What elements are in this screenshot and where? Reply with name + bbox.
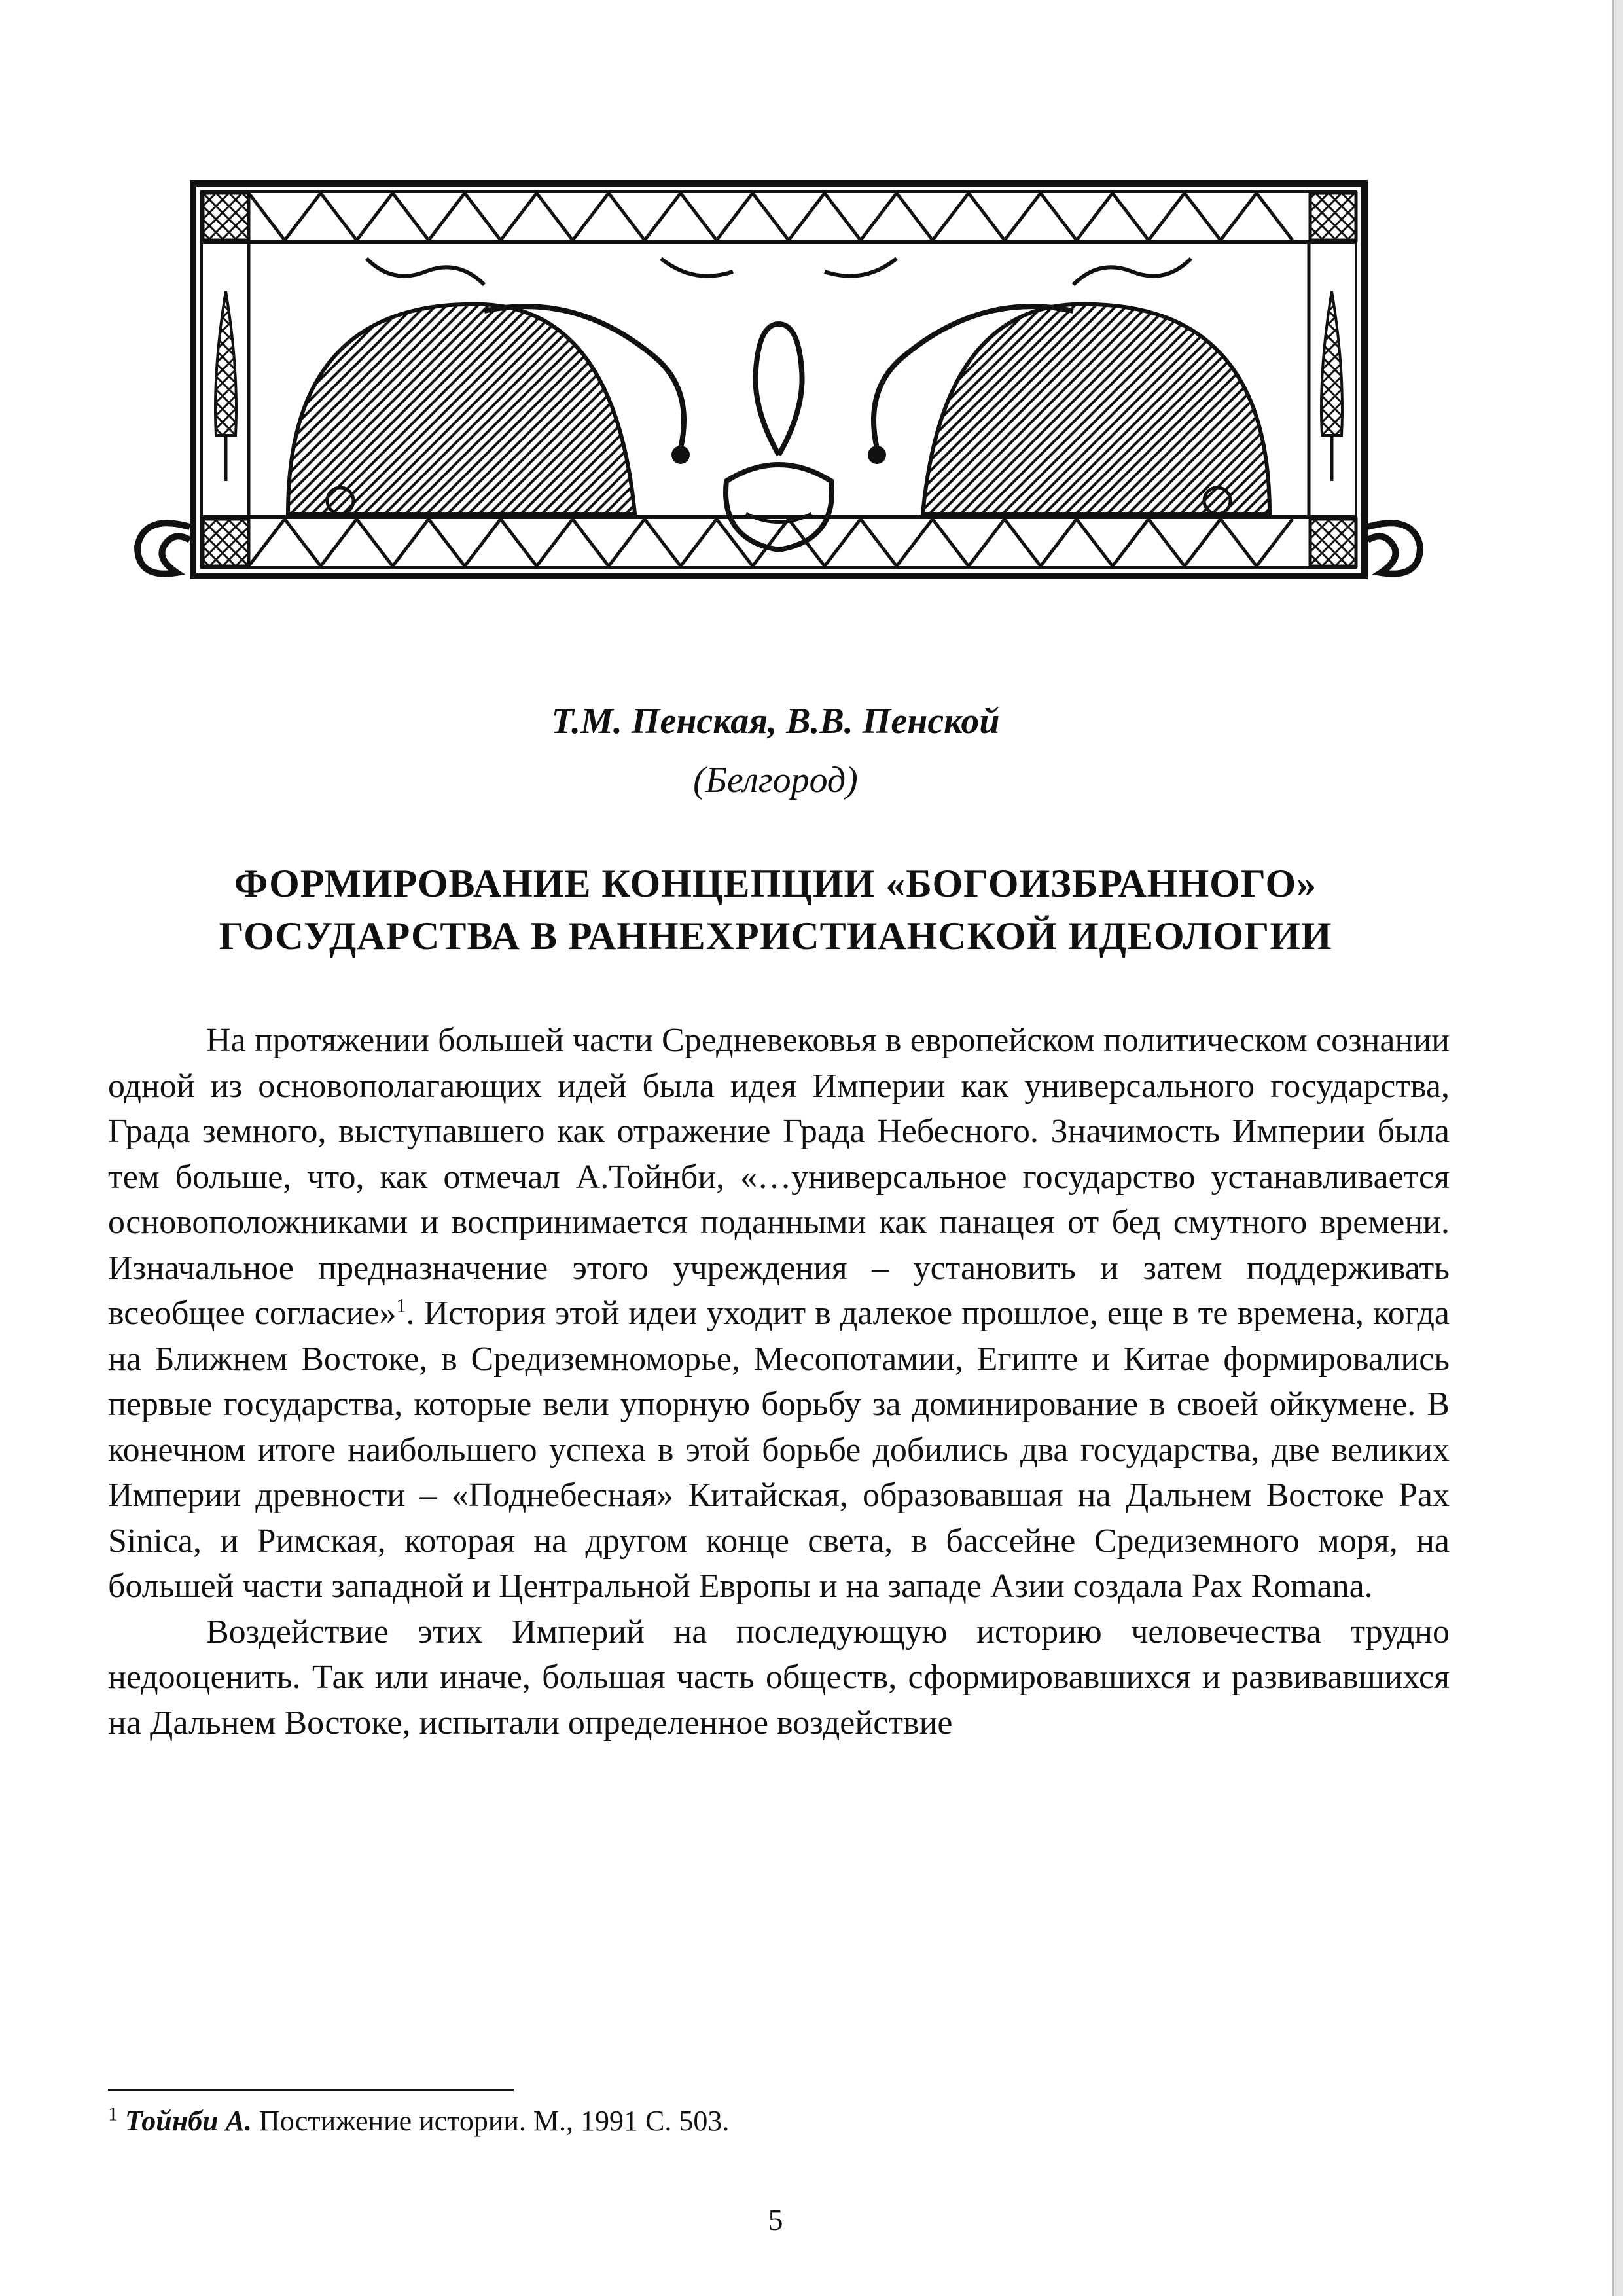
footnote-divider: [108, 2089, 514, 2091]
footnote-text: Постижение истории. М., 1991 С. 503.: [251, 2105, 730, 2137]
author-city: (Белгород): [693, 760, 858, 800]
title-line-2: ГОСУДАРСТВА В РАННЕХРИСТИАНСКОЙ ИДЕОЛОГИИ: [219, 914, 1332, 958]
footnote-author: Тойнби А.: [125, 2105, 252, 2137]
footnote-number: 1: [108, 2103, 118, 2125]
paragraph-1: [108, 1018, 1450, 1609]
article-body: [108, 1018, 1450, 1746]
footnote: [108, 2104, 729, 2138]
paragraph-1-part-a: На протяжении большей части Средневековья в европейском политическом сознании одной из основополагающих идей была идея Империи как универсального государства, Града земного, выступавшего как отражение Града Небесного. Значимость Империи была тем больше, что, как отмечал А.Тойнби, «…универсальное государство устанавливается основоположниками и воспринимается поданными как панацея от бед смутного времени. Изначальное предназначение этого учреждения – установить и затем поддерживать всеобщее согласие»: [108, 1022, 1450, 1332]
page-number: 5: [768, 2203, 783, 2236]
page-edge: [1612, 0, 1623, 2296]
title-line-1: ФОРМИРОВАНИЕ КОНЦЕПЦИИ «БОГОИЗБРАННОГО»: [234, 862, 1317, 905]
article-title: [131, 857, 1420, 962]
paragraph-2: Воздействие этих Империй на последующую историю человечества трудно недооценить. Так или иначе, большая часть обществ, сформировавшихся и развивавшихся на Дальнем Востоке, испытали определенное воздействие: [108, 1613, 1450, 1742]
ornamental-headpiece: [118, 173, 1433, 592]
article-authors: Т.М. Пенская, В.В. Пенской: [551, 701, 1000, 742]
footnote-reference: 1: [396, 1295, 406, 1317]
paragraph-1-part-b: . История этой идеи уходит в далекое прошлое, еще в те времена, когда на Ближнем Востоке, в Средиземноморье, Месопотамии, Египте и Китае формировались первые государства, которые вели упорную борьбу за доминирование в своей ойкумене. В конечном итоге наибольшего успеха в этой борьбе добились два государства, две великих Империи древности – «Поднебесная» Китайская, образовавшая на Дальнем Востоке Pax Sinica, и Римская, которая на другом конце света, в бассейне Средиземного моря, на большей части западной и Центральной Европы и на западе Азии создала Pax Romana.: [108, 1295, 1450, 1605]
